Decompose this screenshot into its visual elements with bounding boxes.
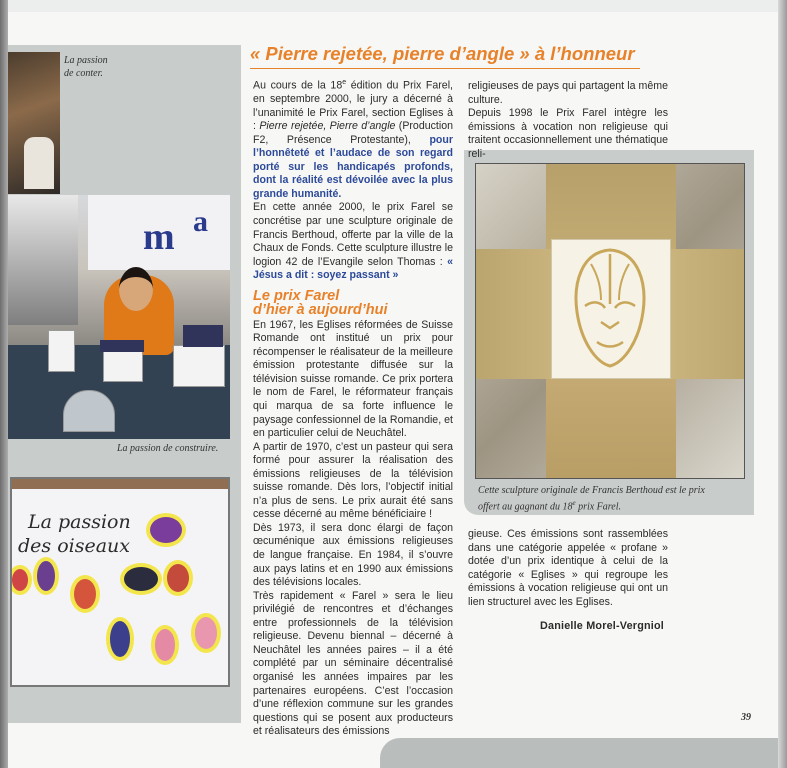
author-signature: Danielle Morel-Vergniol: [540, 620, 664, 632]
bird-drawing: [74, 579, 96, 609]
bird-drawing: [12, 569, 28, 591]
bird-drawing: [195, 617, 217, 649]
article-column-3: [468, 528, 668, 609]
mask-drawing: [561, 244, 659, 372]
photo-conter: [8, 52, 60, 194]
paragraph-history-1: En 1967, les Eglises réformées de Suisse Romande ont institué un prix pour récompenser le réalisateur de la meilleure émission protestante diffusée sur la télévision suisse romande. Ce prix portera le nom de Farel, le réformateur français qui marqua de sa forte influence le paysage confessionnel de la Romandie, et en particulier celui de Neuchâtel.: [253, 318, 453, 440]
paragraph-history-4: Très rapidement « Farel » sera le lieu privilégié de rencontres et d’échanges entre professionnels de la télévision religieuse. Devenu biennal – décerné à Neuchâtel les années paires – il a été complété par un séminaire décentralisé organisé les années impaires par les partenaires européens. C’est l’occasion d’une réflexion commune sur les grandes questions qui se posent aux producteurs et réalisateurs des émissions: [253, 589, 453, 738]
bird-drawing: [150, 517, 182, 543]
caption-construire: La passion de construire.: [117, 443, 219, 454]
page-edge: [778, 0, 787, 768]
sculpture-photo: [475, 163, 745, 479]
bird-drawing: [155, 629, 175, 661]
paragraph-culture: religieuses de pays qui partagent la même culture.: [468, 80, 668, 106]
paragraph-1998: Depuis 1998 le Prix Farel intègre les émissions à vocation non religieuse qui traitent occasionnellement une thématique reli-: [468, 107, 668, 160]
photo-construire: m a: [8, 195, 230, 439]
article-title: « Pierre rejetée, pierre d’angle » à l’honneur: [250, 43, 640, 69]
top-margin: [8, 0, 778, 12]
bird-drawing: [124, 567, 158, 591]
paragraph-history-2: A partir de 1970, c’est un pasteur qui sera formé pour assurer la réalisation des émissions religieuses de la télévision suisse romande. Dès lors, l’objectif initial n’a plus de sens. Le prix aurait été sans cesse décerné au même bénéficiaire !: [253, 440, 453, 521]
caption-conter: La passion de conter.: [64, 55, 108, 79]
article-column-1: [253, 76, 453, 739]
paragraph-history-3: Dès 1973, il sera donc élargi de façon œcuménique aux émissions religieuses de langue française. En 1984, il s’ouvre aux pays latins et en 1990 aux émissions des télévisions locales.: [253, 521, 453, 589]
bottom-strip: [380, 738, 778, 768]
drawing-text-line1: La passion: [28, 511, 131, 533]
bird-drawing: [167, 564, 189, 592]
bird-drawing: [110, 621, 130, 657]
paragraph-intro: Au cours de la 18e édition du Prix Farel, en septembre 2000, le jury a décerné à l’unanimité le Prix Farel, section Eglises à : Pierre rejetée, Pierre d’angle (Production F2, Présence Protestante), pour l’honnêteté et l’audace de son regard porté sur les handicapés profonds, dont la réalité est dévoilée avec la plus grande humanité.: [253, 79, 453, 200]
paragraph-profane: gieuse. Ces émissions sont rassemblées dans une catégorie appelée « profane » dotée d’un prix identique à celui de la catégorie « Eglises » qui regroupe les émissions à vocation religieuse qui ont un lien structurel avec les Eglises.: [468, 528, 668, 608]
paragraph-sculpture: En cette année 2000, le prix Farel se concrétise par une sculpture originale de Francis Berthoud, offerte par la ville de la Chaux de Fonds. Cette sculpture illustre le logion 42 de l’Evangile selon Thomas : « Jésus a dit : soyez passant »: [253, 201, 453, 282]
article-column-2: [468, 80, 668, 161]
caption-sculpture: Cette sculpture originale de Francis Berthoud est le prix offert au gagnant du 18e prix Farel.: [478, 485, 705, 513]
page-number: 39: [741, 712, 751, 723]
section-subheading: Le prix Farel d’hier à aujourd’hui: [253, 287, 388, 318]
photo-oiseaux: [10, 477, 230, 687]
drawing-text-line2: des oiseaux: [18, 535, 130, 557]
bird-drawing: [37, 561, 55, 591]
